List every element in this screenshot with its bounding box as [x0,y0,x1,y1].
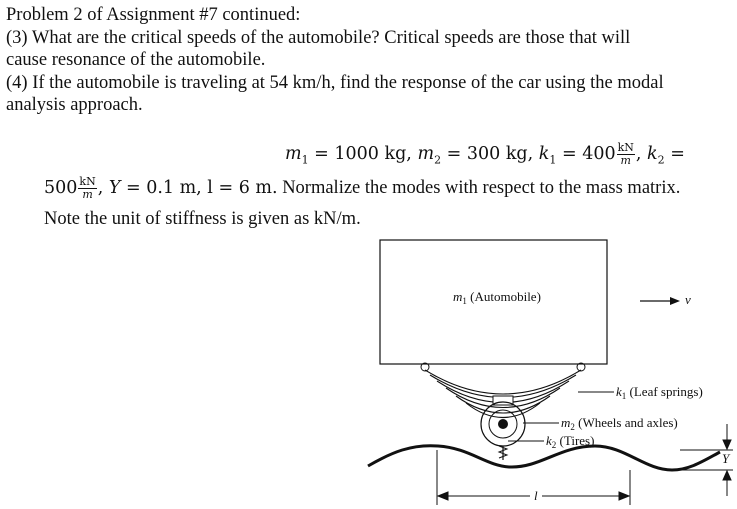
velocity-arrow [640,297,680,305]
problem-heading: Problem 2 of Assignment #7 continued: [6,5,301,25]
m2-label: $m_2$ (Wheels and axles) [561,415,678,432]
velocity-label: v [685,292,691,307]
stiffness-note: Note the unit of stiffness is given as kN/m. [44,209,361,229]
wavelength-label: l [534,488,538,503]
given-values-line2: 500 $\frac{kN}{m}$ , Y = 0.1 m, l = 6 m. Normalize the modes with respect to the mass matrix. [44,175,681,201]
question-4-line1: (4) If the automobile is traveling at 54 km/h, find the response of the car using the modal [6,73,664,93]
k1-label: $k_1$ (Leaf springs) [616,384,703,401]
question-3-line2: cause resonance of the automobile. [6,50,266,70]
road-profile [368,446,720,470]
question-3-line1: (3) What are the critical speeds of the automobile? Critical speeds are those that will [6,28,631,48]
given-values-line1: $m_1 = 1000$ kg, $m_2 = 300$ kg, $k_1 = 400$ $\frac{kN}{m}$ , $k_2$ = [285,141,685,167]
amplitude-label: Y [722,451,730,466]
k2-label: $k_2$ (Tires) [546,433,595,450]
m1-label: $m_1$ (Automobile) [453,289,541,306]
question-4-line2: analysis approach. [6,95,143,115]
